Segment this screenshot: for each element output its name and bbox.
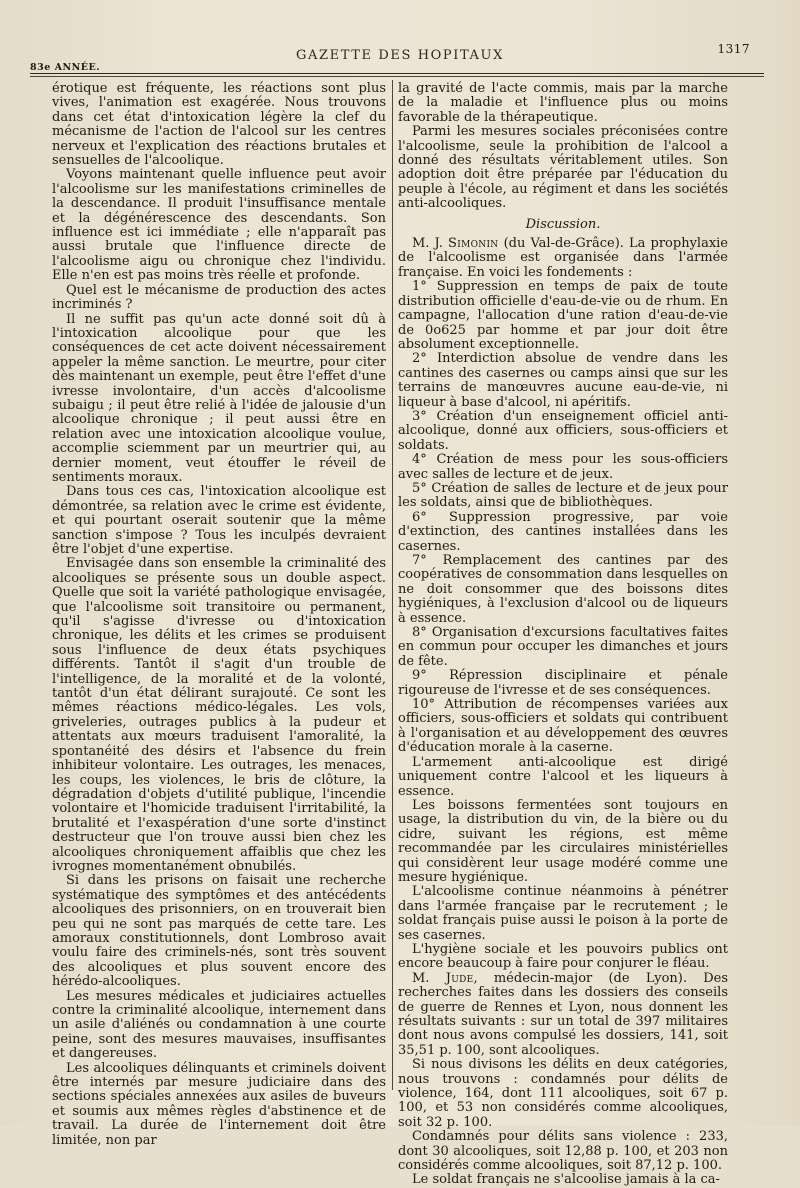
paragraph: L'alcoolisme continue néanmoins à pénétrer dans l'armée française par le recrutement ; le soldat français puise aussi le poison à la porte de ses casernes.: [398, 884, 728, 943]
list-item: 1° Suppression en temps de paix de toute distribution officielle d'eau-de-vie ou de rhum. En campagne, l'allocation d'une ration d'eau-de-vie de 0o625 par homme et par jour doit être absolument exceptionnelle.: [398, 279, 728, 352]
paragraph: Si nous divisons les délits en deux catégories, nous trouvons : condamnés pour délits de violence, 164, dont 111 alcooliques, soit 67 p. 100, et 53 non considérés comme alcooliques, soit 32 p. 100.: [398, 1057, 728, 1130]
speaker-paragraph: [398, 972, 728, 1058]
paragraph: Les alcooliques délinquants et criminels doivent être internés par mesure judiciaire dans des sections spéciales annexées aux asiles de buveurs et soumis aux mêmes règles d'abstinence et de travail. La durée de l'internement doit être limitée, non par: [52, 1060, 386, 1148]
paragraph: Il ne suffit pas qu'un acte donné soit dû à l'intoxication alcoolique pour que les conséquences de cet acte doivent nécessairement appeler la même sanction. Le meurtre, pour citer dès maintenant un exemple, peut être l'effet d'une ivresse involontaire, d'un accès d'alcoolisme subaigu ; il peut être relié à l'idée de jalousie d'un alcoolique chronique ; il peut aussi être en relation avec une intoxication alcoolique voulue, accomplie sciemment par un meurtrier qui, au dernier moment, veut étouffer le réveil de sentiments moraux.: [52, 311, 386, 485]
page-number: 1317: [717, 42, 750, 56]
issue-label: 83e ANNÉE.: [30, 62, 101, 73]
paragraph: L'hygiène sociale et les pouvoirs publics ont encore beaucoup à faire pour conjurer le fléau.: [398, 941, 728, 972]
list-item: 7° Remplacement des cantines par des coopératives de consommation dans lesquelles on ne doit consommer que des boissons dites hygiéniques, à l'exclusion d'alcool ou de liqueurs à essence.: [398, 553, 728, 626]
paragraph: Parmi les mesures sociales préconisées contre l'alcoolisme, seule la prohibition de l'alcool a donné des résultats véritablement utiles. Son adoption doit être préparée par l'éducation du peuple à l'école, au régiment et dans les sociétés anti-alcooliques.: [398, 124, 728, 212]
speaker-prefix: M.: [412, 970, 446, 986]
speaker-text: , médecin-major (de Lyon). Des recherches faites dans les dossiers des conseils de guerre de Rennes et Lyon, nous donnent les résultats suivants : sur un total de 397 militaires dont nous avons compulsé les dossiers, 141, soit 35,51 p. 100, sont alcooliques.: [398, 970, 728, 1058]
paragraph: Dans tous ces cas, l'intoxication alcoolique est démontrée, sa relation avec le crime est évidente, et qui pourtant oserait soutenir que la même sanction s'impose ? Tous les inculpés devraient être l'objet d'une expertise.: [52, 484, 386, 557]
paragraph: Quel est le mécanisme de production des actes incriminés ?: [52, 282, 386, 313]
list-item: 8° Organisation d'excursions facultatives faites en commun pour occuper les dimanches et jours de fête.: [398, 625, 728, 669]
paragraph: Si dans les prisons on faisait une recherche systématique des symptômes et des antécédents alcooliques des prisonniers, on en trouverait bien peu qui ne sont pas marqués de cette tare. Les amoraux constitutionnels, dont Lombroso avait voulu faire des criminels-nés, sont très souvent des alcooliques et plus souvent encore des hérédo-alcooliques.: [52, 873, 386, 990]
paragraph: Les boissons fermentées sont toujours en usage, la distribution du vin, de la bière ou du cidre, suivant les régions, est même recommandée par les circulaires ministérielles qui considèrent leur usage modéré comme une mesure hygiénique.: [398, 797, 728, 885]
list-item: 10° Attribution de récompenses variées aux officiers, sous-officiers et soldats qui contribuent à l'organisation et au développement des œuvres d'éducation morale à la caserne.: [398, 697, 728, 756]
speaker-paragraph: [398, 237, 728, 280]
paragraph: Les mesures médicales et judiciaires actuelles contre la criminalité alcoolique, internement dans un asile d'aliénés ou condamnation à une courte peine, sont des mesures mauvaises, insuffisantes et dangereuses.: [52, 988, 386, 1062]
speaker-name: Jude: [445, 970, 474, 986]
header-rule: [30, 73, 764, 74]
speaker-text: (du Val-de-Grâce). La prophylaxie de l'alcoolisme est organisée dans l'armée française. En voici les fondements :: [398, 236, 729, 280]
paragraph: érotique est fréquente, les réactions sont plus vives, l'animation est exagérée. Nous trouvons dans cet état d'intoxication légère la clef du mécanisme de l'action de l'alcool sur les centres nerveux et l'explication des réactions brutales et sensuelles de l'alcoolique.: [52, 81, 386, 169]
left-column: [52, 82, 386, 1148]
paragraph: la gravité de l'acte commis, mais par la marche de la maladie et l'influence plus ou moins favorable de la thérapeutique.: [398, 81, 728, 125]
paragraph: Envisagée dans son ensemble la criminalité des alcooliques se présente sous un double aspect. Quelle que soit la variété pathologique envisagée, que l'alcoolisme soit transitoire ou permanent, qu'il s'agisse d'ivresse ou d'intoxication chronique, les délits et les crimes se produisent sous l'influence de deux états psychiques différents. Tantôt il s'agit d'un trouble de l'intelligence, de la moralité et de la volonté, tantôt d'un état délirant surajouté. Ce sont les mêmes réactions médico-légales. Les vols, griveleries, outrages publics à la pudeur et attentats aux mœurs traduisent l'amoralité, la spontanéité des désirs et l'absence du frein inhibiteur volontaire. Les outrages, les menaces, les coups, les violences, le bris de clôture, la dégradation d'objets d'utilité publique, l'incendie volontaire et l'homicide traduisent l'irritabilité, la brutalité et l'exaspération d'une sorte d'instinct destructeur que l'on trouve aussi bien chez les alcooliques chroniquement affaiblis que chez les ivrognes momentanément obnubilés.: [52, 556, 386, 874]
right-column: [398, 82, 728, 1188]
column-divider: [392, 80, 393, 1090]
paragraph: L'armement anti-alcoolique est dirigé uniquement contre l'alcool et les liqueurs à essence.: [398, 754, 728, 799]
page-header: [30, 42, 770, 72]
list-item: 2° Interdiction absolue de vendre dans les cantines des casernes ou camps ainsi que sur les terrains de manœuvres aucune eau-de-vie, ni liqueur à base d'alcool, ni apéritifs.: [398, 351, 728, 410]
speaker-name: Simonin: [448, 236, 499, 252]
list-item: 6° Suppression progressive, par voie d'extinction, des cantines installées dans les casernes.: [398, 509, 728, 554]
paragraph: Condamnés pour délits sans violence : 233, dont 30 alcooliques, soit 12,88 p. 100, et 203 non considérés comme alcooliques, soit 87,12 p. 100.: [398, 1129, 728, 1174]
list-item: 9° Répression disciplinaire et pénale rigoureuse de l'ivresse et de ses conséquences.: [398, 668, 728, 698]
list-item: 3° Création d'un enseignement officiel anti-alcoolique, donné aux officiers, sous-officiers et soldats.: [398, 408, 728, 453]
list-item: 4° Création de mess pour les sous-officiers avec salles de lecture et de jeux.: [398, 452, 728, 482]
header-rule-secondary: [30, 76, 764, 77]
speaker-prefix: M. J.: [412, 236, 449, 252]
list-item: 5° Création de salles de lecture et de jeux pour les soldats, ainsi que de bibliothèques.: [398, 480, 728, 511]
paragraph: Voyons maintenant quelle influence peut avoir l'alcoolisme sur les manifestations criminelles de la descendance. Il produit l'insuffisance mentale et la dégénérescence des descendants. Son influence est ici immédiate ; elle n'apparaît pas aussi brutale que l'influence directe de l'alcoolisme aigu ou chronique chez l'individu. Elle n'en est pas moins très réelle et profonde.: [52, 167, 386, 284]
journal-title: GAZETTE DES HOPITAUX: [296, 48, 504, 63]
paragraph: Le soldat français ne s'alcoolise jamais à la ca-: [412, 1172, 720, 1188]
discussion-heading: Discussion.: [525, 216, 601, 232]
